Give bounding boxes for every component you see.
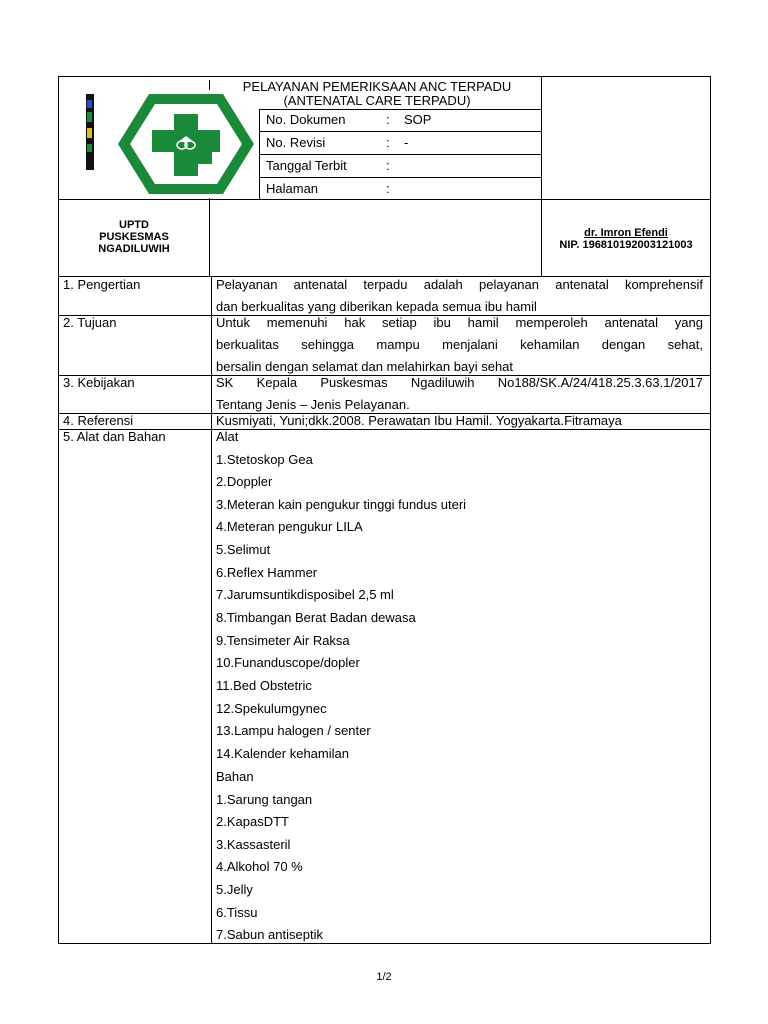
section-label: 5. Alat dan Bahan xyxy=(63,429,166,444)
section-text: Untuk memenuhi hak setiap ibu hamil memperoleh antenatal yang xyxy=(216,315,703,330)
org-name: UPTD xyxy=(119,219,149,231)
section-label: 2. Tujuan xyxy=(63,315,117,330)
list-item: 5.Jelly xyxy=(216,882,253,897)
document-title: PELAYANAN PEMERIKSAAN ANC TERPADU xyxy=(242,79,512,94)
section-text: berkualitas sehingga mampu menjalani kehamilan dengan sehat, xyxy=(216,337,703,352)
signer-nip: NIP. 196810192003121003 xyxy=(559,239,693,251)
decorative-stripe xyxy=(86,94,94,170)
list-item: 4.Meteran pengukur LILA xyxy=(216,519,363,534)
list-item: 10.Funanduscope/dopler xyxy=(216,655,360,670)
section-text: dan berkualitas yang diberikan kepada semua ibu hamil xyxy=(216,299,537,314)
header-mark xyxy=(209,80,210,90)
list-item: 13.Lampu halogen / senter xyxy=(216,723,371,738)
section-label: 1. Pengertian xyxy=(63,277,141,292)
signer-name: dr. Imron Efendi xyxy=(584,227,668,239)
org-name: NGADILUWIH xyxy=(98,243,170,255)
list-item: 6.Tissu xyxy=(216,905,258,920)
list-item: 9.Tensimeter Air Raksa xyxy=(216,633,350,648)
section-text: Tentang Jenis – Jenis Pelayanan. xyxy=(216,397,410,412)
list-item: 7.Jarumsuntikdisposibel 2,5 ml xyxy=(216,587,394,602)
section-text: Pelayanan antenatal terpadu adalah pelayanan antenatal komprehensif xyxy=(216,277,703,292)
subheading-bahan: Bahan xyxy=(216,769,254,784)
document-subtitle: (ANTENATAL CARE TERPADU) xyxy=(283,93,471,108)
subheading-alat: Alat xyxy=(216,429,239,444)
section-text: Kusmiyati, Yuni;dkk.2008. Perawatan Ibu Hamil. Yogyakarta.Fitramaya xyxy=(216,413,622,428)
list-item: 2.KapasDTT xyxy=(216,814,289,829)
list-item: 14.Kalender kehamilan xyxy=(216,746,349,761)
list-item: 3.Meteran kain pengukur tinggi fundus uteri xyxy=(216,497,467,512)
section-text: SK Kepala Puskesmas Ngadiluwih No188/SK.A/24/418.25.3.63.1/2017 xyxy=(216,375,703,390)
list-item: 4.Alkohol 70 % xyxy=(216,859,303,874)
section-label: 4. Referensi xyxy=(63,413,134,428)
section-text: bersalin dengan selamat dan melahirkan bayi sehat xyxy=(216,359,514,374)
list-item: 1.Sarung tangan xyxy=(216,792,313,807)
list-item: 12.Spekulumgynec xyxy=(216,701,327,716)
list-item: 2.Doppler xyxy=(216,474,273,489)
org-name: PUSKESMAS xyxy=(99,231,169,243)
list-item: 3.Kassasteril xyxy=(216,837,291,852)
section-label: 3. Kebijakan xyxy=(63,375,135,390)
list-item: 8.Timbangan Berat Badan dewasa xyxy=(216,610,416,625)
list-item: 6.Reflex Hammer xyxy=(216,565,318,580)
list-item: 1.Stetoskop Gea xyxy=(216,452,313,467)
list-item: 7.Sabun antiseptik xyxy=(216,927,323,942)
page-number: 1/2 xyxy=(376,971,392,983)
list-item: 5.Selimut xyxy=(216,542,271,557)
list-item: 11.Bed Obstetric xyxy=(216,678,312,693)
